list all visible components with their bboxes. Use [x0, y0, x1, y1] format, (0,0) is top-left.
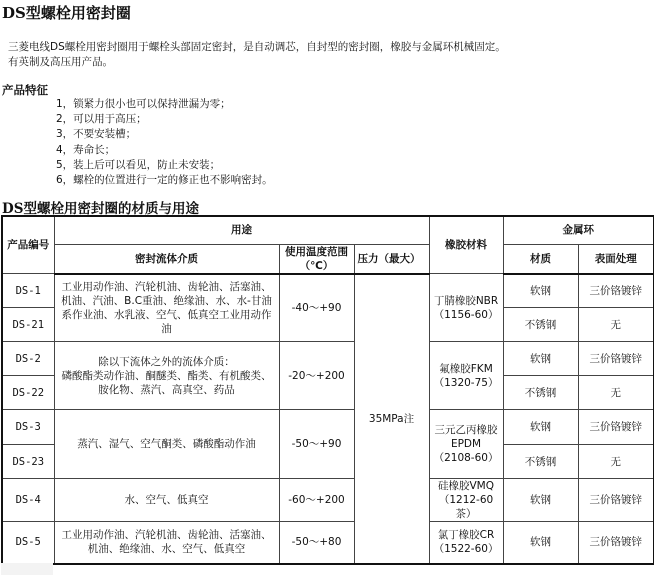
ring-material: 不锈钢: [503, 445, 578, 479]
header-temp-line: 使用温度范围: [285, 245, 348, 258]
table-row: [2, 274, 654, 308]
rubber-grade: （2108-60）: [433, 452, 499, 464]
feature-item: 5，装上后可以看见，防止未安装；: [56, 158, 221, 171]
rubber-cell: [429, 479, 503, 522]
header-metal-ring: 金属环: [503, 216, 654, 244]
ring-material: 不锈钢: [503, 308, 578, 342]
product-code: DS-21: [2, 308, 54, 342]
product-code: DS-2: [2, 342, 54, 376]
ring-surface: 三价铬镀锌: [578, 342, 654, 376]
feature-item: 2，可以用于高压；: [56, 113, 147, 126]
header-temp-unit: （℃）: [299, 259, 334, 272]
page-title: DS型螺栓用密封圈: [2, 4, 131, 22]
ring-surface: 无: [578, 308, 654, 342]
media-cell: [54, 342, 279, 410]
header-media: 密封流体介质: [54, 244, 279, 274]
feature-item: 1，锁紧力很小也可以保持泄漏为零；: [56, 98, 231, 110]
rubber-grade: （1320-75）: [433, 376, 499, 389]
temp-cell: -60～+200: [279, 479, 354, 522]
temp-cell: -40～+90: [279, 274, 354, 342]
header-product-code: 产品编号: [2, 216, 54, 274]
table-row: [2, 522, 654, 564]
features-list: [56, 97, 273, 188]
product-code: DS-1: [2, 274, 54, 308]
media-cell: 工业用动作油、汽轮机油、齿轮油、活塞油、机油、汽油、B.C重油、绝缘油、水、水-甘油系作业油、水乳液、空气、低真空工业用动作油: [54, 274, 279, 342]
rubber-grade: （1522-60）: [433, 543, 499, 556]
ring-material: 软钢: [503, 522, 578, 564]
rubber-cell: [429, 274, 503, 342]
header-pressure: 压力（最大）: [354, 244, 429, 274]
product-code: DS-3: [2, 410, 54, 445]
media-line: 磷酸酯类动作油、酮醚类、酯类、有机酸类、胺化物、蒸汽、高真空、药品: [61, 369, 272, 396]
ring-surface: 三价铬镀锌: [578, 479, 654, 522]
ring-surface: 无: [578, 445, 654, 479]
rubber-name: 氯丁橡胶CR: [437, 529, 495, 542]
rubber-cell: [429, 410, 503, 479]
table-title: DS型螺栓用密封圈的材质与用途: [2, 201, 199, 217]
features-heading: 产品特征: [2, 83, 48, 97]
rubber-grade: （1212-60: [438, 494, 494, 506]
rubber-name: 氟橡胶FKM: [439, 362, 493, 375]
temp-cell: -50～+80: [279, 522, 354, 564]
rubber-cell: [429, 342, 503, 410]
table-row: [2, 479, 654, 522]
header-material: 材质: [503, 244, 578, 274]
ring-material: 软钢: [503, 479, 578, 522]
header-temp: [279, 244, 354, 274]
product-code: DS-4: [2, 479, 54, 522]
feature-item: 4，寿命长；: [56, 143, 116, 156]
ring-material: 不锈钢: [503, 376, 578, 410]
rubber-name: 丁腈橡胶NBR: [433, 294, 499, 307]
ring-surface: 三价铬镀锌: [578, 522, 654, 564]
ring-surface: 无: [578, 376, 654, 410]
feature-item: 3，不要安装槽；: [56, 128, 137, 141]
rubber-code: EPDM: [450, 438, 482, 450]
temp-cell: -20～+200: [279, 342, 354, 410]
intro-line: 三菱电线DS螺栓用密封圈用于螺栓头部固定密封，是自动调芯，自封型的密封圈，橡胶与金属环机械固定。: [8, 41, 506, 53]
ring-surface: 三价铬镀锌: [578, 274, 654, 308]
intro-line: 有英制及高压用产品。: [8, 56, 113, 68]
ring-surface: 三价铬镀锌: [578, 410, 654, 445]
product-code: DS-22: [2, 376, 54, 410]
feature-item: 6，螺栓的位置进行一定的修正也不影响密封。: [56, 174, 273, 187]
media-cell: 工业用动作油、汽轮机油、齿轮油、活塞油、机油、绝缘油、水、空气、低真空: [54, 522, 279, 564]
rubber-grade: （1156-60）: [433, 308, 499, 321]
product-code: DS-5: [2, 522, 54, 564]
header-surface: 表面处理: [578, 244, 654, 274]
media-cell: 蒸汽、湿气、空气酮类、磷酸酯动作油: [54, 410, 279, 479]
intro-text: [8, 40, 506, 70]
decorative-block: [1, 563, 53, 575]
ring-material: 软钢: [503, 274, 578, 308]
rubber-name: 硅橡胶VMQ: [438, 480, 495, 492]
table-row: [2, 410, 654, 445]
pressure-cell: 35MPa注: [354, 274, 429, 564]
product-code: DS-23: [2, 445, 54, 479]
ring-material: 软钢: [503, 342, 578, 376]
media-cell: 水、空气、低真空: [54, 479, 279, 522]
header-usage: 用途: [54, 216, 429, 244]
table-row: [2, 342, 654, 376]
rubber-cell: [429, 522, 503, 564]
media-line: 除以下流体之外的流体介质：: [98, 355, 235, 368]
header-rubber: 橡胶材料: [429, 216, 503, 274]
temp-cell: -50～+90: [279, 410, 354, 479]
ring-material: 软钢: [503, 410, 578, 445]
spec-table: [1, 215, 654, 565]
rubber-grade-cont: 茶）: [455, 508, 477, 520]
rubber-name: 三元乙丙橡胶: [434, 424, 498, 436]
